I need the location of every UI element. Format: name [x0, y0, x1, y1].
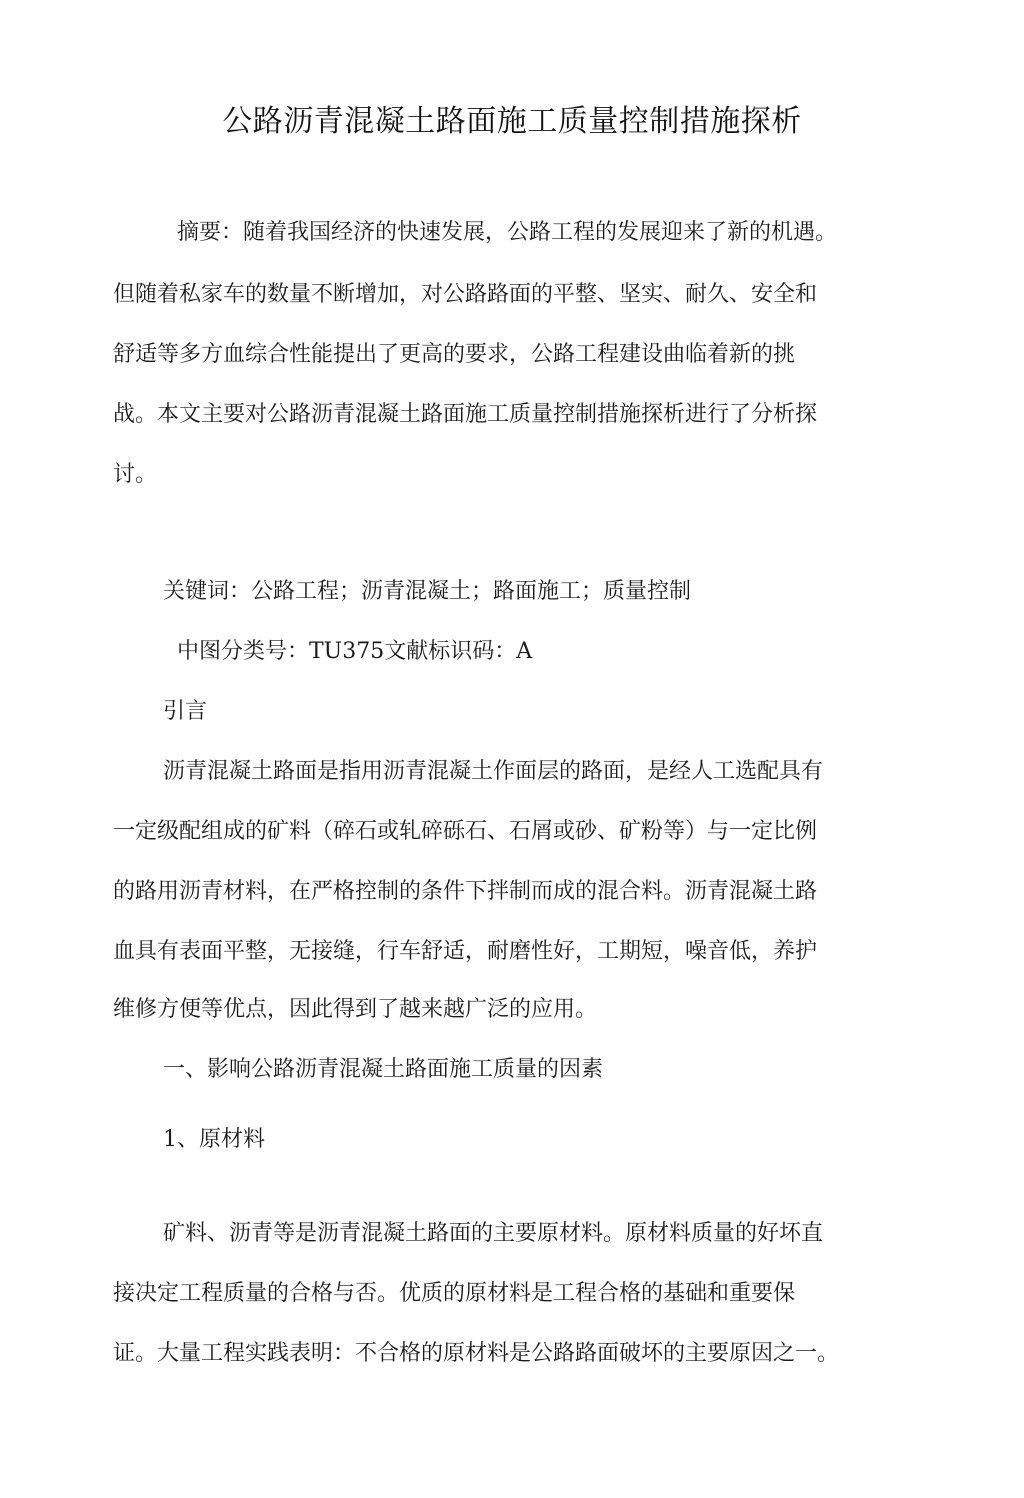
- intro-line-3: 的路用沥青材料，在严格控制的条件下拌制而成的混合料。沥青混凝土路: [113, 879, 818, 904]
- document-title: 公路沥青混凝土路面施工质量控制措施探析: [222, 104, 802, 139]
- abstract-line-1: 摘要：随着我国经济的快速发展，公路工程的发展迎来了新的机遇。: [177, 220, 838, 245]
- keywords-line: 关键词：公路工程；沥青混凝土；路面施工；质量控制: [163, 579, 692, 604]
- materials-line-3: 证。大量工程实践表明：不合格的原材料是公路路面破坏的主要原因之一。: [113, 1341, 840, 1366]
- intro-line-5: 维修方便等优点，因此得到了越来越广泛的应用。: [113, 997, 598, 1022]
- abstract-line-3: 舒适等多方血综合性能提出了更高的要求，公路工程建设曲临着新的挑: [113, 342, 796, 367]
- intro-line-1: 沥青混凝土路面是指用沥青混凝土作面层的路面，是经人工选配具有: [163, 759, 824, 784]
- intro-line-2: 一定级配组成的矿料（碎石或轧碎砾石、石屑或砂、矿粉等）与一定比例: [113, 819, 818, 844]
- abstract-line-4: 战。本文主要对公路沥青混凝土路面施工质量控制措施探析进行了分析探: [113, 402, 818, 427]
- materials-line-2: 接决定工程质量的合格与否。优质的原材料是工程合格的基础和重要保: [113, 1281, 796, 1306]
- section1-heading: 一、影响公路沥青混凝土路面施工质量的因素: [163, 1057, 604, 1082]
- intro-line-4: 血具有表面平整，无接缝，行车舒适，耐磨性好，工期短，噪音低，养护: [113, 939, 818, 964]
- classification-line: 中图分类号：TU375文献标识码：A: [177, 639, 533, 664]
- intro-heading: 引言: [163, 699, 208, 724]
- abstract-line-5: 讨。: [113, 462, 158, 487]
- abstract-line-2: 但随着私家车的数量不断增加，对公路路面的平整、坚实、耐久、安全和: [113, 282, 818, 307]
- materials-line-1: 矿料、沥青等是沥青混凝土路面的主要原材料。原材料质量的好坏直: [163, 1221, 824, 1246]
- subsection1-heading: 1、原材料: [163, 1127, 265, 1152]
